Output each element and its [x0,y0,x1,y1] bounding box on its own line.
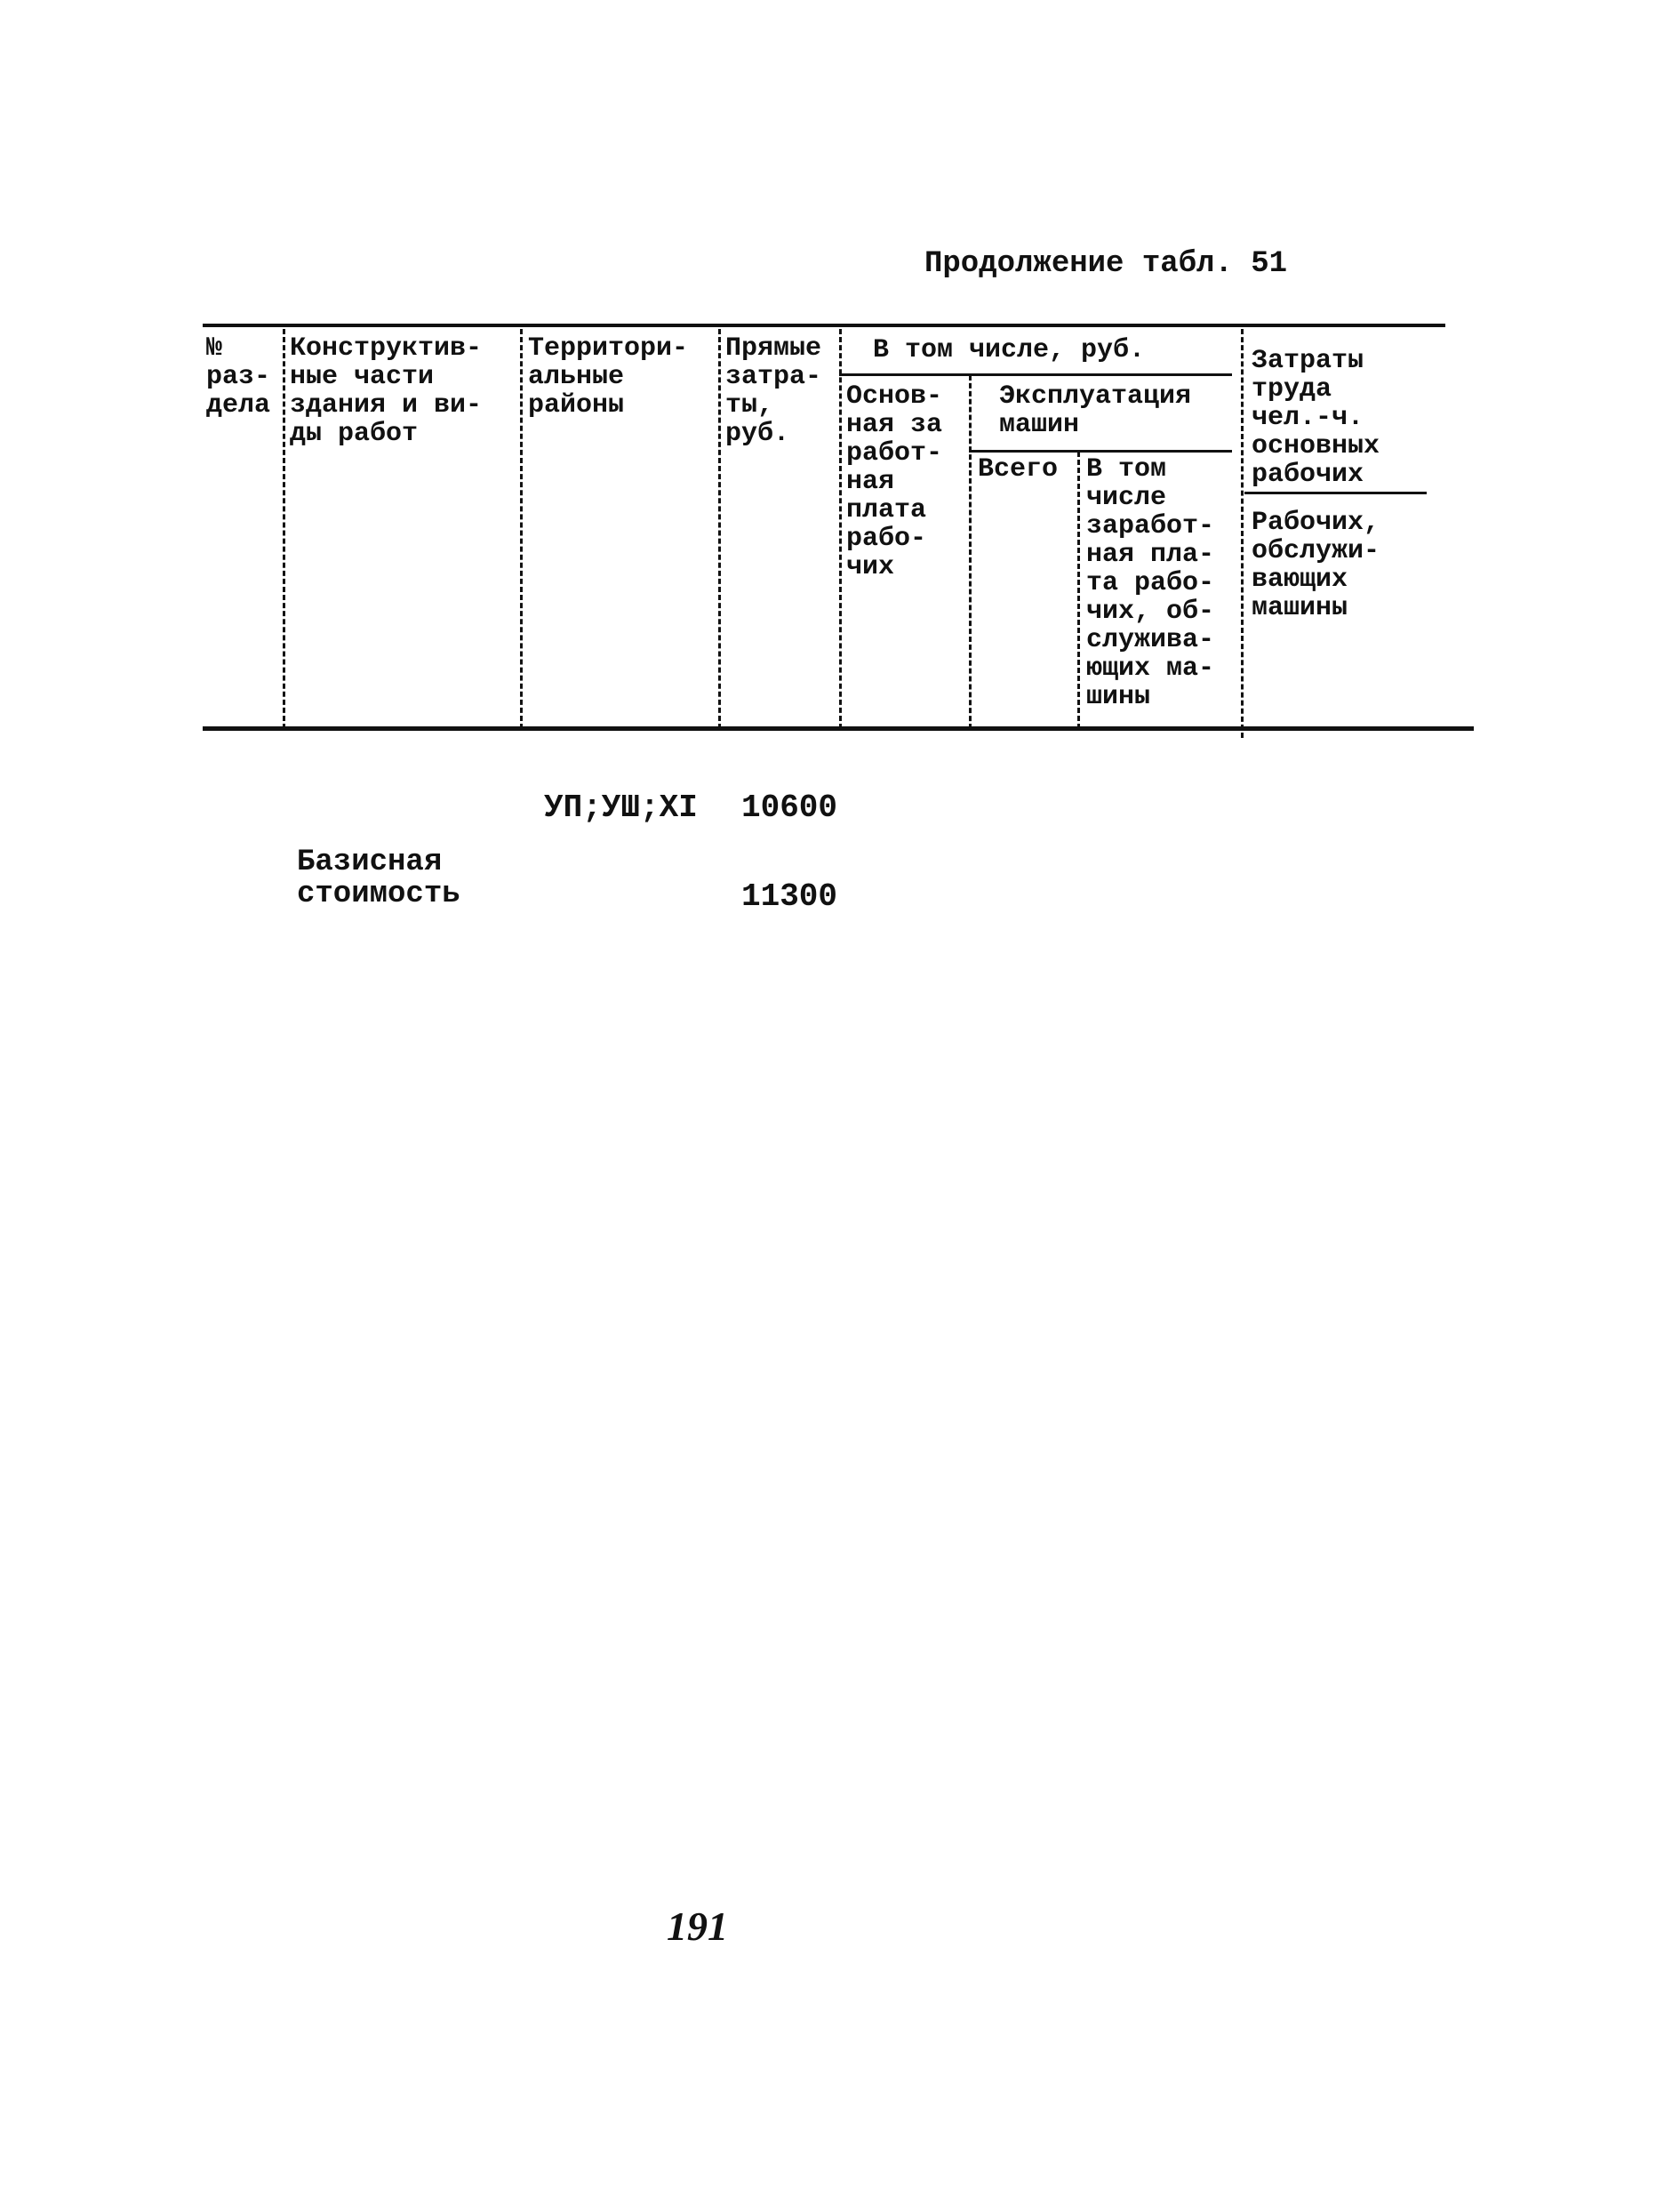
header-basic-wages: Основ- ная за работ- ная плата рабо- чих [846,381,943,582]
row-2-label: Базисная стоимость [297,846,460,911]
group-rule [839,373,1232,376]
labor-rule [1244,492,1427,494]
header-machine-workers: Рабочих, обслужи- вающих машины [1252,508,1380,623]
header-section-number: № раз- дела [206,333,271,421]
table-bottom-rule [203,726,1474,731]
machines-rule [969,450,1232,453]
page-number: 191 [667,1903,728,1949]
header-machine-wages: В том числе заработ- ная пла- та рабо- чих, об- служива- ющих ма- шины [1086,454,1215,712]
header-total: Всего [978,454,1059,485]
header-labor-costs: Затраты труда чел.-ч. основных рабочих [1252,346,1380,490]
col-sep-4 [839,329,842,729]
row-1-region: УП;УШ;XI [544,789,698,826]
table-top-rule [203,324,1445,327]
col-sep-2 [520,329,523,729]
col-sep-5 [969,375,972,729]
row-1-cost: 10600 [741,789,838,826]
col-sep-3 [718,329,721,729]
header-structural-parts: Конструктив- ные части здания и ви- ды работ [290,333,483,449]
header-group-including: В том числе, руб. [873,335,1146,365]
row-2-cost: 11300 [741,878,838,915]
col-sep-7 [1241,329,1244,738]
table-caption: Продолжение табл. 51 [924,247,1288,281]
header-territorial-regions: Территори- альные районы [528,333,689,421]
header-machine-operation: Эксплуатация машин [999,381,1192,440]
col-sep-1 [283,329,285,729]
header-direct-costs: Прямые затра- ты, руб. [725,333,822,449]
col-sep-6 [1077,452,1080,729]
